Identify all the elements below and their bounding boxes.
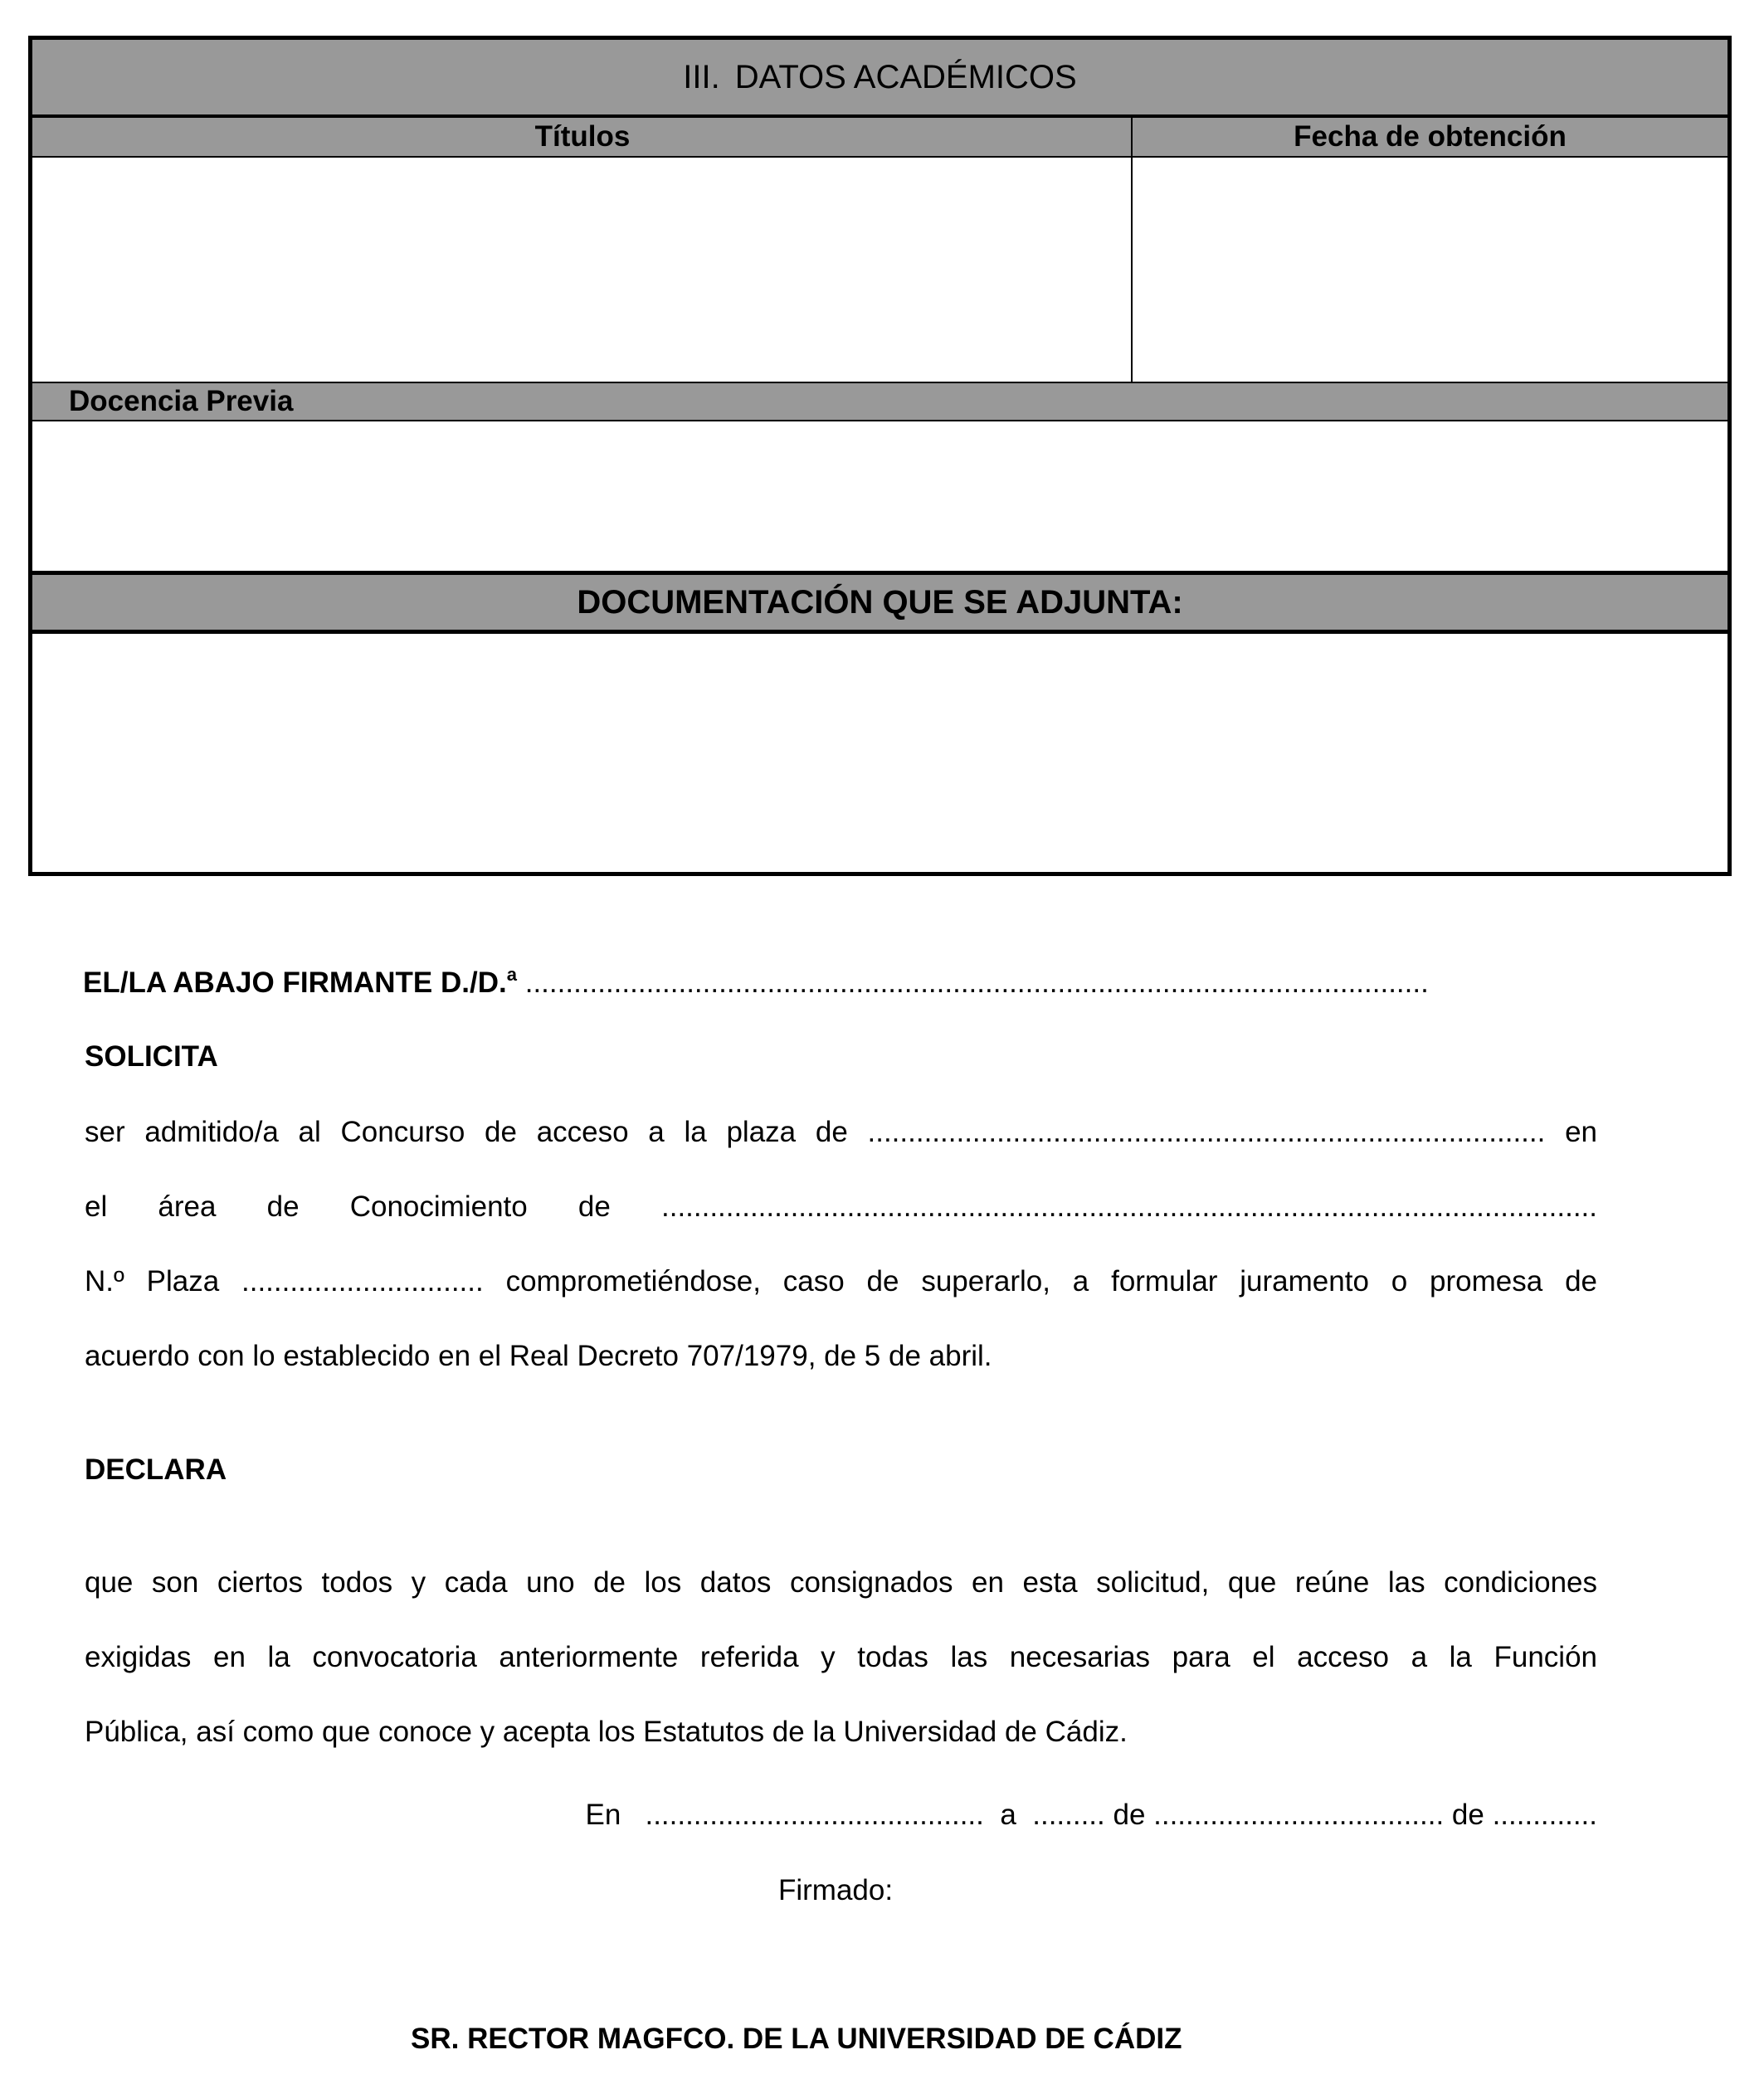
firmante-label: EL/LA ABAJO FIRMANTE D./D. <box>83 966 507 999</box>
documentacion-field[interactable] <box>32 634 1727 872</box>
docencia-previa-field[interactable] <box>32 421 1727 571</box>
titulos-field[interactable] <box>32 158 1131 382</box>
firmante-superscript: a <box>506 964 517 985</box>
solicita-line-1: ser admitido/a al Concurso de acceso a la plaza de .................................................................................... en <box>85 1116 1597 1148</box>
academic-data-form <box>28 36 1732 876</box>
addressee: SR. RECTOR MAGFCO. DE LA UNIVERSIDAD DE CÁDIZ <box>411 2023 1182 2055</box>
declara-line-2: exigidas en la convocatoria anteriormente referida y todas las necesarias para el acceso a la Función <box>85 1641 1597 1673</box>
firmante-name-blank[interactable]: ................................................................................................................ <box>524 966 1429 999</box>
solicita-heading: SOLICITA <box>85 1040 218 1073</box>
place-date-line: En .......................................... a ......... de .................................... de ............. <box>585 1799 1597 1831</box>
section-title-bar <box>32 40 1727 118</box>
documentacion-header: DOCUMENTACIÓN QUE SE ADJUNTA: <box>32 571 1727 634</box>
table-header-row <box>32 118 1727 158</box>
firmado-label: Firmado: <box>778 1874 894 1906</box>
column-header-fecha: Fecha de obtención <box>1294 120 1567 153</box>
column-header-titulos: Títulos <box>534 120 631 153</box>
declara-line-1: que son ciertos todos y cada uno de los datos consignados en esta solicitud, que reúne las condiciones <box>85 1566 1597 1599</box>
declara-heading: DECLARA <box>85 1453 227 1486</box>
solicita-line-2: el área de Conocimiento de .................................................................................................................... <box>85 1190 1597 1223</box>
firmante-line <box>83 966 1429 1000</box>
solicita-line-4: acuerdo con lo establecido en el Real Decreto 707/1979, de 5 de abril. <box>85 1340 992 1372</box>
declara-line-3: Pública, así como que conoce y acepta los Estatutos de la Universidad de Cádiz. <box>85 1716 1128 1748</box>
docencia-previa-header: Docencia Previa <box>32 382 1727 421</box>
column-divider <box>1131 118 1133 383</box>
solicita-line-3: N.º Plaza .............................. comprometiéndose, caso de superarlo, a formular juramento o promesa de <box>85 1265 1597 1298</box>
fecha-obtencion-field[interactable] <box>1133 158 1727 382</box>
section-title: DATOS ACADÉMICOS <box>734 58 1077 95</box>
section-number: III. <box>683 58 720 95</box>
